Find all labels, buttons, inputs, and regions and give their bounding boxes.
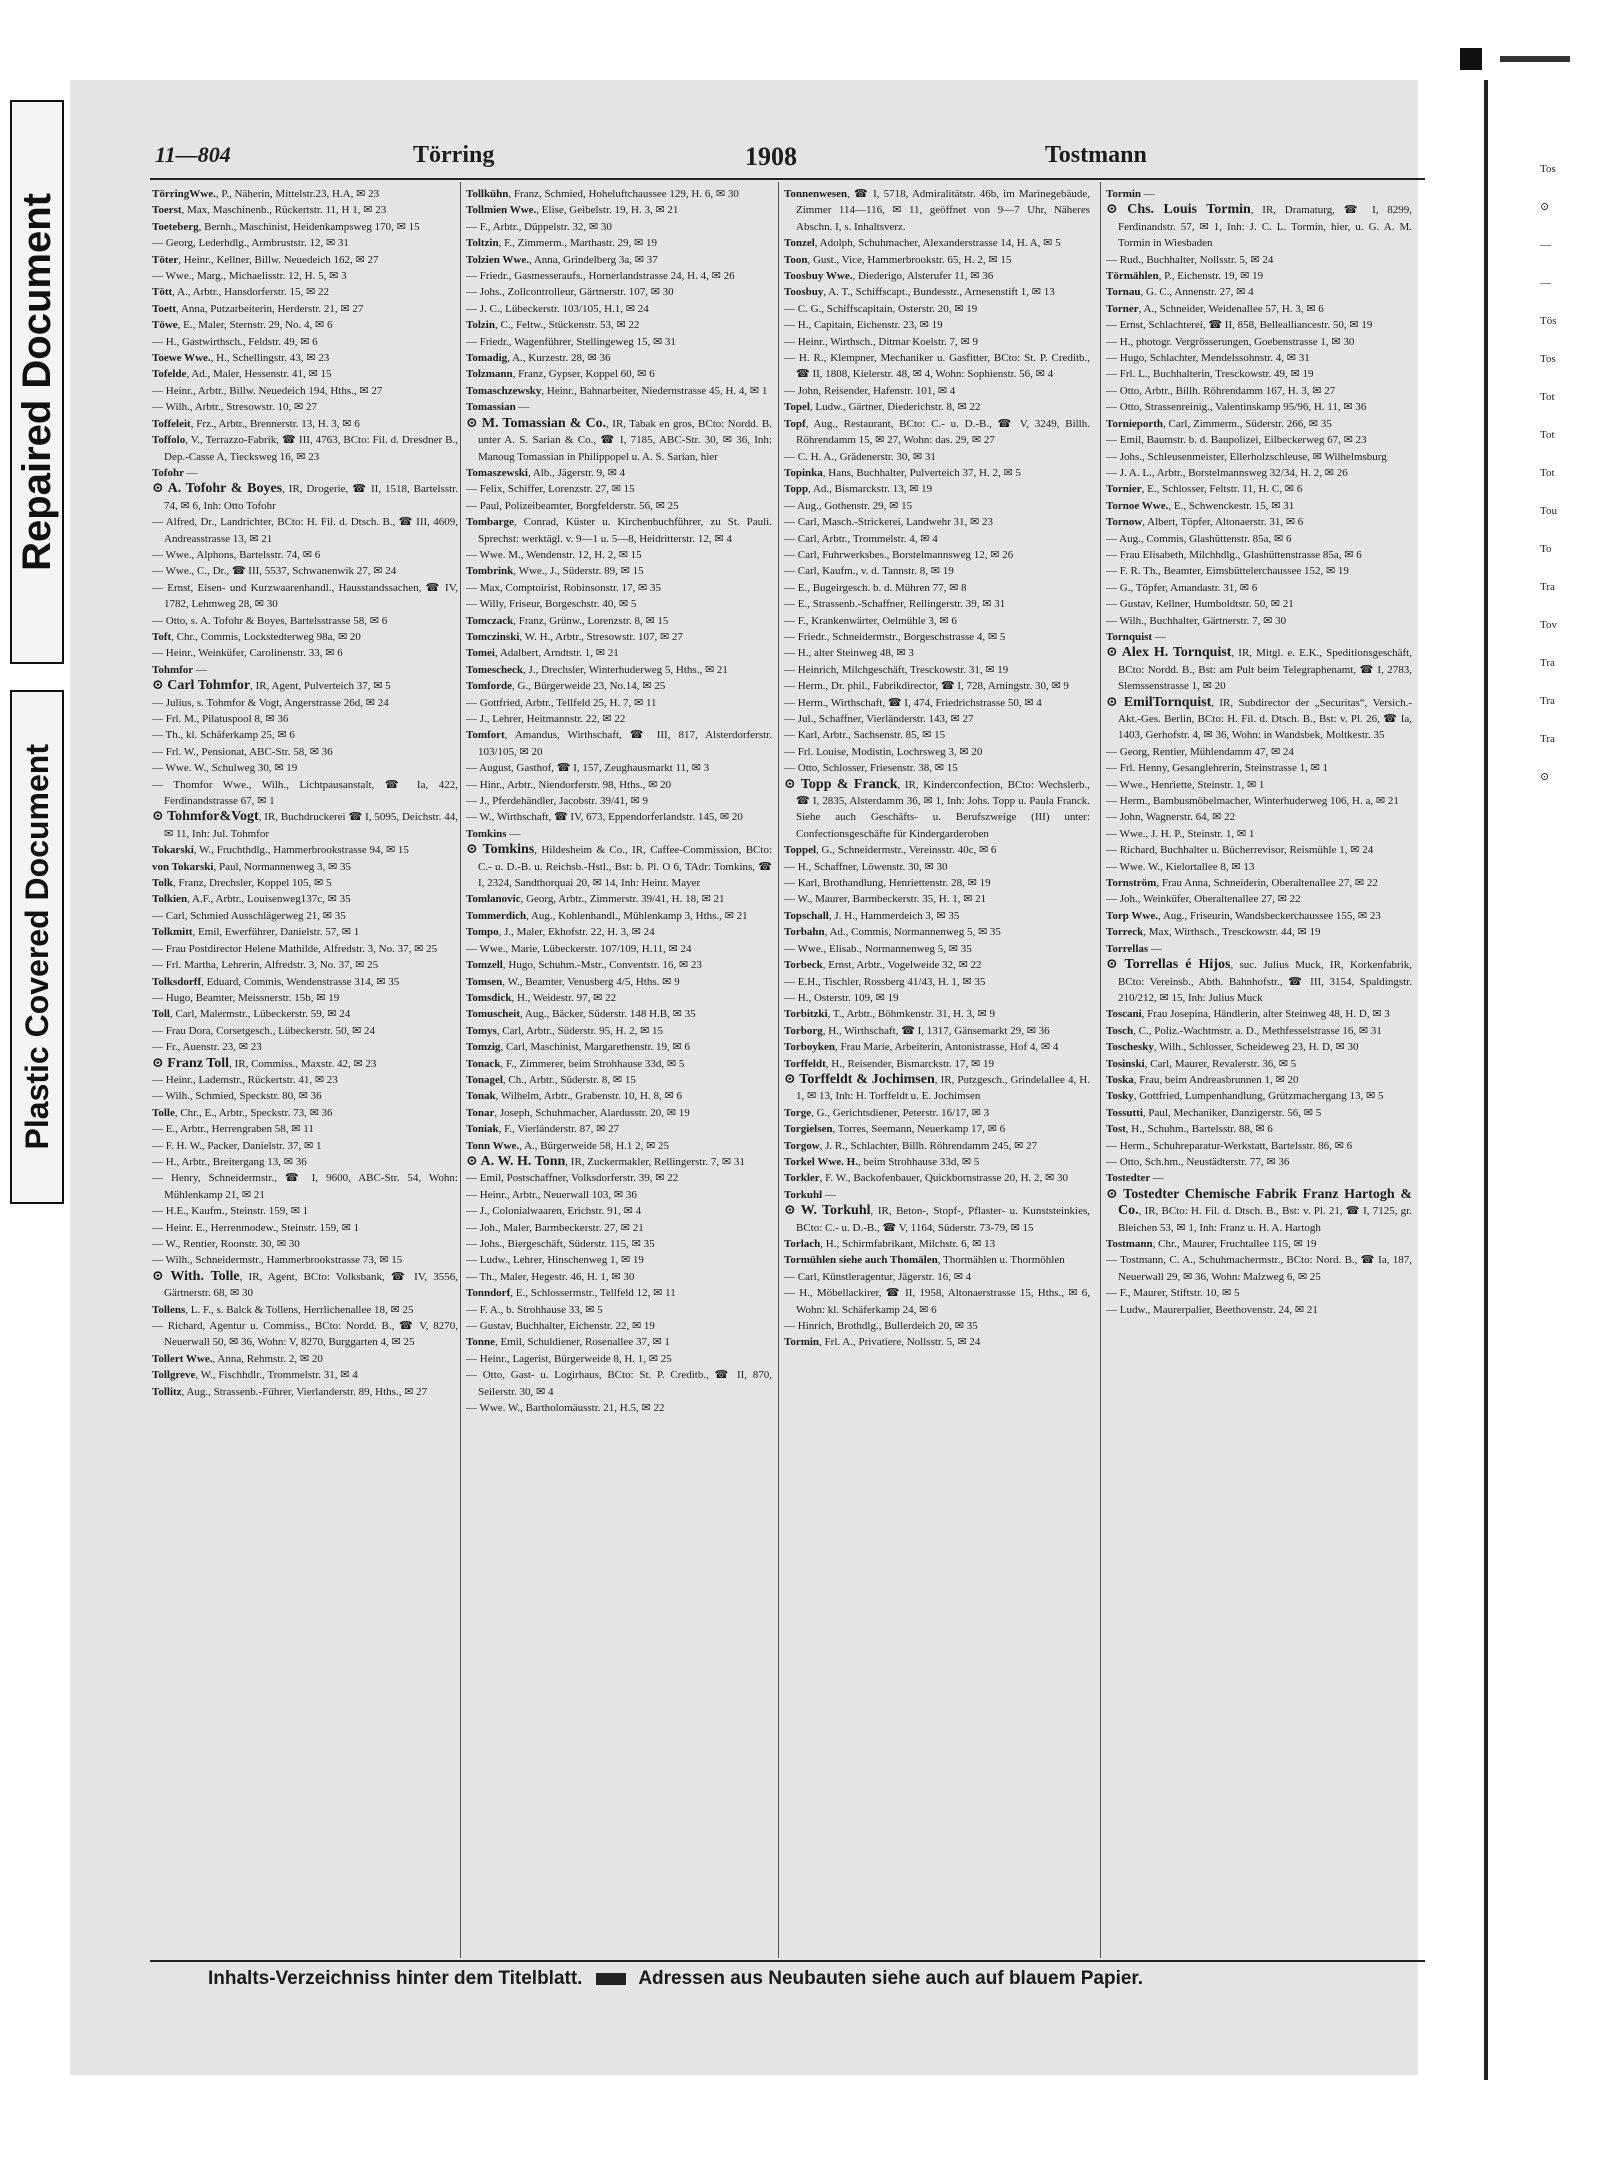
directory-entry: Tompo, J., Maler, Ekhofstr. 22, H. 3, ✉ 24: [466, 926, 655, 939]
directory-entry: — Georg, Lederhdlg., Armbruststr. 12, ✉ 31: [152, 237, 349, 250]
directory-entry: Tomei, Adalbert, Arndtstr. 1, ✉ 21: [466, 647, 619, 660]
directory-entry: — Aug., Gothenstr. 29, ✉ 15: [784, 499, 913, 512]
directory-entry: — John, Reisender, Hafenstr. 101, ✉ 4: [784, 384, 956, 397]
directory-entry: ⊙ Tohmfor&Vogt, IR, Buchdruckerei ☎ I, 5095, Deichstr. 44, ✉ 11, Inh: Jul. Tohmfor: [152, 809, 458, 840]
directory-entry: — F. A., b. Strohhause 33, ✉ 5: [466, 1303, 603, 1316]
directory-entry: — Otto, Sch.hm., Neustädterstr. 77, ✉ 36: [1106, 1155, 1290, 1168]
directory-entry: ⊙ Tostedter Chemische Fabrik Franz Hartogh & Co., IR, BCto: H. Fil. d. Dtsch. B., Bst: v. Pl. 21, ☎ I, 7125, gr. Bleichen 53, ✉ 1, Inh: Franz u. H. A. Hartogh: [1106, 1186, 1412, 1234]
header-rule: [150, 178, 1425, 180]
next-page-fragment: Tot: [1540, 429, 1555, 441]
directory-entry: — Otto, Gast- u. Logirhaus, BCto: St. P. Creditb., ☎ II, 870, Seilerstr. 30, ✉ 4: [466, 1369, 772, 1398]
directory-entry: Toschesky, Wilh., Schlosser, Scheideweg 23, H. D, ✉ 30: [1106, 1041, 1359, 1054]
directory-entry: Topschall, J. H., Hammerdeich 3, ✉ 35: [784, 909, 960, 922]
directory-entry: ⊙ Topp & Franck, IR, Kinderconfection, BCto: Wechslerb., ☎ I, 2835, Alsterdamm 36, ✉ 1, Inh: Johs. Topp u. Paula Franck. Siehe auch Geschäfts- u. Berufszweige (III) unter: Confectionsgeschäfte für Kindergarderoben: [784, 776, 1090, 840]
directory-entry: Toska, Frau, beim Andreasbrunnen 1, ✉ 20: [1106, 1073, 1299, 1086]
directory-entry: Toll, Carl, Malermstr., Lübeckerstr. 59, ✉ 24: [152, 1008, 351, 1021]
directory-entry: — F. R. Th., Beamter, Eimsbüttelerchaussee 152, ✉ 19: [1106, 565, 1349, 578]
footer-index-note: Inhalts-Verzeichniss hinter dem Titelblatt.: [208, 1968, 583, 1989]
next-page-fragment: —: [1540, 277, 1551, 289]
directory-entry: Torner, A., Schneider, Weidenallee 57, H. 3, ✉ 6: [1106, 302, 1324, 315]
directory-entry: Tonne, Emil, Schuldiener, Rosenallee 37, ✉ 1: [466, 1336, 670, 1349]
directory-entry: — Max, Comptoirist, Robinsonstr. 17, ✉ 35: [466, 581, 662, 594]
directory-entry: Tollmien Wwe., Elise, Geibelstr. 19, H. 3, ✉ 21: [466, 204, 679, 217]
directory-entry: — Wwe., J. H. P., Steinstr. 1, ✉ 1: [1106, 827, 1255, 840]
directory-entry: — Otto, s. A. Tofohr & Boyes, Bartelsstrasse 58, ✉ 6: [152, 614, 388, 627]
directory-entry: — F., Arbtr., Düppelstr. 32, ✉ 30: [466, 220, 612, 233]
directory-entry: ⊙ Alex H. Tornquist, IR, Mitgl. e. E.K., Speditionsgeschäft, BCto: Nordd. B., Bst: am Pult beim Telegraphenamt, ☎ I, 2783, Slemssenstrasse 1, ✉ 20: [1106, 645, 1412, 693]
directory-entry: Tollert Wwe., Anna, Rehmstr. 2, ✉ 20: [152, 1352, 323, 1365]
directory-entry: — Heinr., Arbtr., Billw. Neuedeich 194, Hths., ✉ 27: [152, 384, 383, 397]
directory-entry: — Jul., Schaffner, Vierländerstr. 143, ✉ 27: [784, 713, 974, 725]
directory-entry: — Otto, Schlosser, Friesenstr. 38, ✉ 15: [784, 762, 958, 775]
directory-entry: — Emil, Postschaffner, Volksdorferstr. 39, ✉ 22: [466, 1172, 679, 1185]
directory-entry: — Joh., Maler, Barmbeckerstr. 27, ✉ 21: [466, 1221, 644, 1234]
directory-entry: — J., Pferdehändler, Jacobstr. 39/41, ✉ 9: [466, 795, 648, 808]
directory-entry: Toscani, Frau Josepina, Händlerin, alter Steinweg 48, H. D, ✉ 3: [1106, 1008, 1390, 1021]
directory-entry: — E., Arbtr., Herrengraben 58, ✉ 11: [152, 1123, 314, 1136]
directory-entry: Tomaschzewsky, Heinr., Bahnarbeiter, Niedernstrasse 45, H. 4, ✉ 1: [466, 384, 768, 397]
next-page-fragment: Tra: [1540, 695, 1555, 707]
directory-entry: — E., Strassenb.-Schaffner, Rellingerstr. 39, ✉ 31: [784, 598, 1006, 611]
directory-entry: ⊙ With. Tolle, IR, Agent, BCto: Volksbank, ☎ IV, 3556, Gärtnerstr. 68, ✉ 30: [152, 1268, 458, 1300]
directory-entry: Tombrink, Wwe., J., Süderstr. 89, ✉ 15: [466, 565, 644, 578]
column-divider: [778, 182, 779, 1958]
directory-entry: — H., Arbtr., Breitergang 13, ✉ 36: [152, 1155, 307, 1168]
directory-entry: — Wwe., Henriette, Steinstr. 1, ✉ 1: [1106, 778, 1265, 791]
directory-entry: — Heinr., Wirthsch., Ditmar Koelstr. 7, ✉ 9: [784, 335, 979, 348]
directory-entry: — Richard, Agentur u. Commiss., BCto: Nordd. B., ☎ V, 8270, Neuerwall 50, ✉ 36, Wohn: V, 8270, Burggarten 4, ✉ 25: [152, 1320, 458, 1349]
directory-entry: Torborg, H., Wirthschaft, ☎ I, 1317, Gänsemarkt 29, ✉ 36: [784, 1024, 1050, 1037]
directory-entry: — Karl, Arbtr., Sachsenstr. 85, ✉ 15: [784, 729, 946, 742]
directory-entry: Tomkins —: [466, 827, 521, 840]
directory-entry: — Joh., Weinküfer, Oberaltenallee 27, ✉ 22: [1106, 893, 1301, 906]
directory-entry: — Otto, Strassenreinig., Valentinskamp 95/96, H. 11, ✉ 36: [1106, 401, 1367, 414]
directory-entry: — Carl, Künstleragentur, Jägerstr. 16, ✉ 4: [784, 1270, 972, 1283]
directory-entry: — Wilh., Schneidermstr., Hammerbrookstrasse 73, ✉ 15: [152, 1254, 403, 1267]
directory-entry: — H., Capitain, Eichenstr. 23, ✉ 19: [784, 319, 943, 332]
directory-entry: Tollgreve, W., Fischhdlr., Trommelstr. 31, ✉ 4: [152, 1369, 358, 1382]
directory-entry: Tomlanovic, Georg, Arbtr., Zimmerstr. 39/41, H. 18, ✉ 21: [466, 893, 725, 906]
directory-entry: Tomuscheit, Aug., Bäcker, Süderstr. 148 H.B, ✉ 35: [466, 1008, 696, 1021]
directory-entry: — Carl, Fuhrwerksbes., Borstelmannsweg 12, ✉ 26: [784, 548, 1014, 561]
directory-entry: — Johs., Biergeschäft, Süderstr. 115, ✉ 35: [466, 1238, 655, 1250]
directory-entry: ⊙ Franz Toll, IR, Commiss., Maxstr. 42, ✉ 23: [152, 1055, 377, 1071]
footer-address-note: Adressen aus Neubauten siehe auch auf blauem Papier.: [638, 1968, 1144, 1989]
directory-entry: Tornström, Frau Anna, Schneiderin, Oberaltenallee 27, ✉ 22: [1106, 877, 1378, 890]
directory-column-2: [466, 186, 772, 1956]
directory-entry: Tosch, C., Poliz.-Wachtmstr. a. D., Methfesselstrasse 16, ✉ 31: [1106, 1024, 1382, 1037]
directory-entry: Tofohr —: [152, 466, 198, 479]
header-last-name: Tostmann: [1045, 142, 1147, 168]
directory-entry: — J., Lehrer, Heitmannstr. 22, ✉ 22: [466, 713, 626, 725]
directory-entry: — E., Bugeirgesch. b. d. Mühren 77, ✉ 8: [784, 581, 967, 594]
directory-entry: Töwe, E., Maler, Sternstr. 29, No. 4, ✉ 6: [152, 319, 333, 332]
next-page-fragment: ⊙: [1540, 201, 1550, 213]
directory-entry: — Richard, Buchhalter u. Bücherrevisor, Reismühle 1, ✉ 24: [1106, 844, 1374, 857]
scan-marker-bar: [1500, 56, 1570, 62]
directory-entry: ⊙ A. Tofohr & Boyes, IR, Drogerie, ☎ II, 1518, Bartelsstr. 74, ✉ 6, Inh: Otto Tofohr: [152, 481, 458, 512]
directory-entry: — Frl. W., Pensionat, ABC-Str. 58, ✉ 36: [152, 745, 333, 758]
directory-entry: Torbahn, Ad., Commis, Normannenweg 5, ✉ 35: [784, 926, 1001, 939]
directory-entry: — Gottfried, Arbtr., Tellfeld 25, H. 7, ✉ 11: [466, 696, 657, 709]
directory-entry: Tombarge, Conrad, Küster u. Kirchenbuchführer, zu St. Pauli. Sprechst: werktägl. v. 9—1 u. 5—8, Heidritterstr. 12, ✉ 4: [466, 516, 772, 545]
directory-entry: Tolle, Chr., E., Arbtr., Speckstr. 73, ✉ 36: [152, 1106, 333, 1119]
directory-entry: Tomczinski, W. H., Arbtr., Stresowstr. 107, ✉ 27: [466, 630, 683, 643]
directory-entry: von Tokarski, Paul, Normannenweg 3, ✉ 35: [152, 860, 351, 873]
next-page-fragment: Tos: [1540, 163, 1556, 175]
directory-entry: Töter, Heinr., Kellner, Billw. Neuedeich 162, ✉ 27: [152, 253, 379, 266]
directory-entry: — Herm., Dr. phil., Fabrikdirector, ☎ I, 728, Arningstr. 30, ✉ 9: [784, 680, 1069, 693]
directory-entry: Toosbuy Wwe., Diederigo, Alsterufer 11, ✉ 36: [784, 270, 994, 283]
directory-entry: ⊙ A. W. H. Tonn, IR, Zuckermakler, Rellingerstr. 7, ✉ 31: [466, 1153, 745, 1169]
directory-entry: — E.H., Tischler, Rossberg 41/43, H. 1, ✉ 35: [784, 975, 986, 988]
directory-entry: Torkuhl —: [784, 1188, 836, 1201]
directory-entry: — Friedr., Gasmesseraufs., Hornerlandstrasse 24, H. 4, ✉ 26: [466, 270, 735, 283]
directory-entry: — J. A. L., Arbtr., Borstelmannsweg 32/34, H. 2, ✉ 26: [1106, 466, 1348, 479]
directory-entry: Tomfort, Amandus, Wirthschaft, ☎ III, 817, Alsterdorferstr. 103/105, ✉ 20: [466, 729, 772, 758]
directory-entry: — Ludw., Lehrer, Hinschenweg 1, ✉ 19: [466, 1254, 644, 1267]
directory-entry: — H., alter Steinweg 48, ✉ 3: [784, 647, 914, 660]
directory-entry: — Hinr., Arbtr., Niendorferstr. 98, Hths., ✉ 20: [466, 778, 672, 791]
directory-entry: — Hugo, Beamter, Meissnerstr. 15b, ✉ 19: [152, 991, 340, 1004]
directory-entry: — H., Möbellackirer, ☎ II, 1958, Altonaerstrasse 15, Hths., ✉ 6, Wohn: kl. Schäferkamp 24, ✉ 6: [784, 1287, 1090, 1316]
directory-entry: — Tostmann, C. A., Schuhmachermstr., BCto: Nord. B., ☎ Ia, 187, Neuerwall 29, ✉ 36, Wohn: Malzweg 6, ✉ 25: [1106, 1254, 1412, 1283]
directory-entry: — Johs., Zollcontrolleur, Gärtnerstr. 107, ✉ 30: [466, 286, 674, 299]
next-page-fragment: To: [1540, 543, 1552, 555]
directory-entry: Tormin, Frl. A., Privatiere, Nollsstr. 5, ✉ 24: [784, 1336, 981, 1349]
directory-entry: — Ludw., Maurerpalier, Beethovenstr. 24, ✉ 21: [1106, 1303, 1318, 1316]
directory-entry: — Frau Dora, Corsetgesch., Lübeckerstr. 50, ✉ 24: [152, 1024, 376, 1037]
directory-entry: Tolk, Franz, Drechsler, Koppel 105, ✉ 5: [152, 877, 332, 890]
directory-entry: Tomsdick, H., Weidestr. 97, ✉ 22: [466, 991, 617, 1004]
footer-rule: [150, 1960, 1425, 1962]
directory-entry: ⊙ Tomkins, Hildesheim & Co., IR, Caffee-Commission, BCto: C.- u. D.-B. u. Reichsb.-Hstl., Bst: b. Pl. O 6, TAdr: Tomkins, ☎ I, 2324, Sandthorquai 20, ✉ 14, Inh: Heinr. Mayer: [466, 842, 772, 890]
directory-entry: — Wwe., Marie, Lübeckerstr. 107/109, H.11, ✉ 24: [466, 942, 692, 955]
directory-entry: — Carl, Schmied Ausschlägerweg 21, ✉ 35: [152, 909, 346, 922]
directory-entry: Törmählen, P., Eichenstr. 19, ✉ 19: [1106, 270, 1264, 283]
plastic-covered-document-text: Plastic Covered Document: [18, 744, 55, 1150]
directory-entry: Tofelde, Ad., Maler, Hessenstr. 41, ✉ 15: [152, 368, 332, 381]
directory-entry: Torrellas —: [1106, 942, 1162, 955]
directory-entry: — Frl. M., Pilatuspool 8, ✉ 36: [152, 713, 289, 725]
directory-entry: — Friedr., Wagenführer, Stellingeweg 15, ✉ 31: [466, 335, 676, 348]
directory-entry: Toon, Gust., Vice, Hammerbrookstr. 65, H. 2, ✉ 15: [784, 253, 1012, 266]
directory-entry: Tomforde, G., Bürgerweide 23, No.14, ✉ 25: [466, 680, 666, 693]
directory-entry: Tolzmann, Franz, Gypser, Koppel 60, ✉ 6: [466, 368, 655, 381]
next-page-fragment: Tra: [1540, 581, 1555, 593]
next-page-fragment: Tov: [1540, 619, 1557, 631]
directory-entry: Tommerdich, Aug., Kohlenhandl., Mühlenkamp 3, Hths., ✉ 21: [466, 909, 748, 922]
directory-entry: Topinka, Hans, Buchhalter, Pulverteich 37, H. 2, ✉ 5: [784, 466, 1021, 479]
directory-entry: — Frl. L., Buchhalterin, Tresckowstr. 49, ✉ 19: [1106, 368, 1314, 381]
directory-entry: Tolkmitt, Emil, Ewerführer, Danielstr. 57, ✉ 1: [152, 926, 360, 939]
directory-entry: Torffeldt, H., Reisender, Bismarckstr. 17, ✉ 19: [784, 1057, 995, 1070]
directory-entry: Torboyken, Frau Marie, Arbeiterin, Antonistrasse, Hof 4, ✉ 4: [784, 1041, 1059, 1054]
directory-entry: — Wilh., Schmied, Speckstr. 80, ✉ 36: [152, 1090, 322, 1103]
directory-entry: — Carl, Masch.-Strickerei, Landwehr 31, ✉ 23: [784, 516, 993, 529]
directory-entry: — Emil, Baumstr. b. d. Baupolizei, Eilbeckerweg 67, ✉ 23: [1106, 434, 1367, 447]
directory-entry: Tornquist —: [1106, 630, 1166, 643]
directory-entry: — Heinr. E., Herrenmodew., Steinstr. 159, ✉ 1: [152, 1221, 360, 1234]
next-page-fragment: Tot: [1540, 391, 1555, 403]
directory-entry: — Rud., Buchhalter, Nollsstr. 5, ✉ 24: [1106, 253, 1274, 266]
directory-entry: ⊙ Torffeldt & Jochimsen, IR, Putzgesch., Grindelallee 4, H. 1, ✉ 13, Inh: H. Torffeldt u. E. Jochimsen: [784, 1071, 1090, 1103]
directory-entry: — Th., kl. Schäferkamp 25, ✉ 6: [152, 729, 295, 742]
directory-entry: — Wilh., Arbtr., Stresowstr. 10, ✉ 27: [152, 401, 318, 414]
next-page-fragment: Tra: [1540, 733, 1555, 745]
directory-entry: Tonak, Wilhelm, Arbtr., Grabenstr. 10, H. 8, ✉ 6: [466, 1090, 682, 1103]
directory-entry: Toltzin, F., Zimmerm., Marthastr. 29, ✉ 19: [466, 237, 657, 250]
directory-entry: Topel, Ludw., Gärtner, Diederichstr. 8, ✉ 22: [784, 401, 981, 414]
directory-entry: — Wwe. W., Kielortallee 8, ✉ 13: [1106, 860, 1255, 873]
next-page-fragment: Tot: [1540, 467, 1555, 479]
directory-entry: — Frau Postdirector Helene Mathilde, Alfredstr. 3, No. 37, ✉ 25: [152, 942, 438, 955]
directory-entry: — W., Rentier, Roonstr. 30, ✉ 30: [152, 1238, 300, 1250]
directory-entry: — Thomfor Wwe., Wilh., Lichtpausanstalt, ☎ Ia, 422, Ferdinandstrasse 67, ✉ 1: [152, 778, 458, 808]
directory-entry: Torbeck, Ernst, Arbtr., Vogelweide 32, ✉ 22: [784, 959, 982, 972]
directory-entry: Tolzin, C., Feltw., Stückenstr. 53, ✉ 22: [466, 319, 640, 332]
directory-entry: Tornow, Albert, Töpfer, Altonaerstr. 31, ✉ 6: [1106, 516, 1304, 529]
directory-entry: — Alfred, Dr., Landrichter, BCto: H. Fil. d. Dtsch. B., ☎ III, 4609, Andreasstrasse 13, ✉ 21: [152, 516, 458, 545]
next-page-fragment: Tös: [1540, 315, 1557, 327]
directory-entry: Toewe Wwe., H., Schellingstr. 43, ✉ 23: [152, 352, 330, 365]
directory-entry: Torkel Wwe. H., beim Strohhause 33d, ✉ 5: [784, 1155, 980, 1168]
directory-entry: ⊙ Carl Tohmfor, IR, Agent, Pulverteich 37, ✉ 5: [152, 678, 391, 694]
directory-entry: ⊙ Torrellas é Hijos, suc. Julius Muck, IR, Korkenfabrik, BCto: Vereinsb., Abth. Bahnhofstr., ☎ III, 3154, Spaldingstr. 210/212, ✉ 15, Inh: Julius Muck: [1106, 957, 1412, 1004]
directory-entry: — Wwe., Marg., Michaelisstr. 12, H. 5, ✉ 3: [152, 270, 347, 283]
directory-entry: Tonndorf, E., Schlossermstr., Tellfeld 12, ✉ 11: [466, 1287, 676, 1300]
directory-entry: Tonnenwesen, ☎ I, 5718, Admiralitätstr. 46b, im Marinegebäude, Zimmer 114—116, ✉ 11, geöffnet von 9—7 Uhr, Näheres Abschn. I, s. Inhaltsverz.: [784, 188, 1090, 233]
directory-entry: Tosinski, Carl, Maurer, Revalerstr. 36, ✉ 5: [1106, 1057, 1297, 1070]
plastic-covered-document-label: [10, 690, 64, 1204]
directory-entry: — Heinr., Weinküfer, Carolinenstr. 33, ✉ 6: [152, 647, 343, 660]
directory-entry: Tornieporth, Carl, Zimmerm., Süderstr. 266, ✉ 35: [1106, 417, 1332, 430]
directory-entry: — Karl, Brothandlung, Henriettenstr. 28, ✉ 19: [784, 877, 991, 890]
directory-entry: Torge, G., Gerichtsdiener, Peterstr. 16/17, ✉ 3: [784, 1106, 990, 1119]
directory-entry: — Wwe., Elisab., Normannenweg 5, ✉ 35: [784, 942, 972, 955]
directory-entry: Tonack, F., Zimmerer, beim Strohhause 33d, ✉ 5: [466, 1057, 685, 1070]
directory-entry: ⊙ Chs. Louis Tormin, IR, Dramaturg, ☎ I, 8299, Ferdinandstr. 57, ✉ 1, Inh: J. C. L. Tormin, hier, u. G. A. M. Tormin in Wiesbaden: [1106, 202, 1412, 250]
directory-entry: Torlach, H., Schirmfabrikant, Milchstr. 6, ✉ 13: [784, 1238, 996, 1250]
page-footer: [208, 1968, 1428, 1990]
directory-entry: Toppel, G., Schneidermstr., Vereinsstr. 40c, ✉ 6: [784, 844, 997, 857]
directory-entry: Tost, H., Schuhm., Bartelsstr. 88, ✉ 6: [1106, 1123, 1273, 1136]
header-first-name: Törring: [413, 142, 495, 168]
directory-entry: — Herm., Schuhreparatur-Werkstatt, Bartelsstr. 86, ✉ 6: [1106, 1139, 1353, 1152]
directory-entry: — Wwe. W., Schulweg 30, ✉ 19: [152, 762, 298, 775]
directory-entry: — H., Osterstr. 109, ✉ 19: [784, 991, 899, 1004]
directory-entry: — Georg, Rentier, Mühlendamm 47, ✉ 24: [1106, 745, 1294, 758]
directory-entry: — W., Wirthschaft, ☎ IV, 673, Eppendorferlandstr. 145, ✉ 20: [466, 811, 743, 824]
directory-entry: — F. H. W., Packer, Danielstr. 37, ✉ 1: [152, 1139, 322, 1152]
directory-entry: Tollkühn, Franz, Schmied, Hoheluftchaussee 129, H. 6, ✉ 30: [466, 188, 739, 200]
directory-entry: — Fr., Auenstr. 23, ✉ 23: [152, 1041, 262, 1054]
directory-entry: Tolkien, A.F., Arbtr., Louisenweg137c, ✉ 35: [152, 893, 351, 906]
directory-entry: — H. R., Klempner, Mechaniker u. Gasfitter, BCto: St. P. Creditb., ☎ II, 1808, Kielerstr. 48, ✉ 4, Wohn: Sophienstr. 56, ✉ 4: [784, 352, 1090, 381]
directory-entry: Toeteberg, Bernh., Maschinist, Heidenkampsweg 170, ✉ 15: [152, 220, 420, 233]
directory-entry: — F., Krankenwärter, Oelmühle 3, ✉ 6: [784, 614, 957, 627]
directory-entry: — Heinr., Arbtr., Neuerwall 103, ✉ 36: [466, 1188, 637, 1201]
directory-entry: — F., Maurer, Stiftstr. 10, ✉ 5: [1106, 1287, 1240, 1300]
directory-entry: Tormühlen siehe auch Thomälen, Thormählen u. Thormöhlen: [784, 1254, 1065, 1267]
directory-entry: — H., Gastwirthsch., Feldstr. 49, ✉ 6: [152, 335, 318, 348]
directory-entry: — Paul, Polizeibeamter, Borgfelderstr. 56, ✉ 25: [466, 499, 679, 512]
directory-column-4: [1106, 186, 1412, 1956]
directory-entry: Torp Wwe., Aug., Friseurin, Wandsbeckerchaussee 155, ✉ 23: [1106, 909, 1381, 922]
next-page-fragment: Tra: [1540, 657, 1555, 669]
directory-entry: — C. G., Schiffscapitain, Osterstr. 20, ✉ 19: [784, 302, 978, 315]
repaired-document-label: [10, 100, 64, 664]
next-page-fragment: Tou: [1540, 505, 1557, 517]
directory-entry: — Henry, Schneidermstr., ☎ I, 9600, ABC-Str. 54, Wohn: Mühlenkamp 21, ✉ 21: [152, 1172, 458, 1201]
directory-entry: — Hinrich, Brothdlg., Bullerdeich 20, ✉ 35: [784, 1320, 978, 1333]
directory-entry: — J., Colonialwaaren, Erichstr. 91, ✉ 4: [466, 1205, 642, 1218]
directory-entry: — Wwe., Alphons, Bartelsstr. 74, ✉ 6: [152, 548, 321, 561]
directory-entry: — Herm., Wirthschaft, ☎ I, 474, Friedrichstrasse 50, ✉ 4: [784, 696, 1042, 709]
directory-entry: — Ernst, Schlachterei, ☎ II, 858, Bellealliancestr. 50, ✉ 19: [1106, 319, 1373, 332]
directory-entry: Tornier, E., Schlosser, Feltstr. 11, H. C, ✉ 6: [1106, 483, 1303, 496]
page-header: [155, 142, 1425, 182]
directory-entry: Torkler, F. W., Backofenbauer, Quickbornstrasse 20, H. 2, ✉ 30: [784, 1172, 1068, 1185]
directory-entry: — Frau Elisabeth, Milchhdlg., Glashüttenstrasse 85a, ✉ 6: [1106, 548, 1362, 561]
directory-entry: — Wilh., Buchhalter, Gärtnerstr. 7, ✉ 30: [1106, 614, 1287, 627]
directory-entry: Tomadig, A., Kurzestr. 28, ✉ 36: [466, 352, 611, 365]
directory-entry: — August, Gasthof, ☎ I, 157, Zeughausmarkt 11, ✉ 3: [466, 762, 710, 775]
directory-entry: Tomzig, Carl, Maschinist, Margarethenstr. 19, ✉ 6: [466, 1041, 691, 1054]
directory-entry: Tollitz, Aug., Strassenb.-Führer, Vierlanderstr. 89, Hths., ✉ 27: [152, 1385, 428, 1398]
directory-entry: — Gustav, Kellner, Humboldtstr. 50, ✉ 21: [1106, 598, 1294, 611]
directory-entry: — Th., Maler, Hegestr. 46, H. 1, ✉ 30: [466, 1270, 635, 1283]
directory-entry: — Frl. Martha, Lehrerin, Alfredstr. 3, No. 37, ✉ 25: [152, 959, 379, 972]
directory-entry: Tostedter —: [1106, 1172, 1164, 1185]
directory-entry: — Carl, Arbtr., Trommelstr. 4, ✉ 4: [784, 532, 938, 545]
directory-entry: Tött, A., Arbtr., Hansdorferstr. 15, ✉ 22: [152, 286, 329, 299]
directory-entry: Tomzell, Hugo, Schuhm.-Mstr., Conventstr. 16, ✉ 23: [466, 959, 702, 972]
directory-entry: — Gustav, Buchhalter, Eichenstr. 22, ✉ 19: [466, 1320, 655, 1333]
directory-entry: Tosky, Gottfried, Lumpenhandlung, Grützmachergang 13, ✉ 5: [1106, 1090, 1384, 1103]
directory-entry: — G., Töpfer, Amandastr. 31, ✉ 6: [1106, 581, 1258, 594]
directory-entry: Tomczack, Franz, Grünw., Lorenzstr. 8, ✉ 15: [466, 614, 669, 627]
directory-entry: — Felix, Schiffer, Lorenzstr. 27, ✉ 15: [466, 483, 635, 496]
directory-entry: — Willy, Friseur, Borgeschstr. 40, ✉ 5: [466, 598, 637, 611]
directory-entry: Tollens, L. F., s. Balck & Tollens, Herrlichenallee 18, ✉ 25: [152, 1303, 414, 1316]
directory-entry: Torgow, J. R., Schlachter, Billh. Röhrendamm 245, ✉ 27: [784, 1139, 1038, 1152]
directory-entry: — John, Wagnerstr. 64, ✉ 22: [1106, 811, 1236, 824]
directory-entry: — H., photogr. Vergrösserungen, Goebenstrasse 1, ✉ 30: [1106, 335, 1355, 348]
directory-entry: Toerst, Max, Maschinenb., Rückertstr. 11, H 1, ✉ 23: [152, 204, 387, 217]
directory-entry: — Aug., Commis, Glashüttenstr. 85a, ✉ 6: [1106, 532, 1292, 545]
directory-entry: Torbitzki, T., Arbtr., Böhmkenstr. 31, H. 3, ✉ 9: [784, 1008, 996, 1021]
directory-entry: Tossutti, Paul, Mechaniker, Danzigerstr. 56, ✉ 5: [1106, 1106, 1322, 1119]
directory-entry: — Frl. Henny, Gesanglehrerin, Steinstrasse 1, ✉ 1: [1106, 762, 1329, 775]
directory-entry: Tomassian —: [466, 401, 530, 414]
directory-entry: Toffolo, V., Terrazzo-Fabrik, ☎ III, 4763, BCto: Fil. d. Dresdner B., Dep.-Casse A, Tiecksweg 16, ✉ 23: [152, 434, 458, 463]
page-edge-rule: [1484, 80, 1488, 2080]
directory-entry: Tolzien Wwe., Anna, Grindelberg 3a, ✉ 37: [466, 253, 658, 266]
directory-entry: Tornau, G. C., Annenstr. 27, ✉ 4: [1106, 286, 1254, 299]
directory-entry: — Frl. Louise, Modistin, Lochrsweg 3, ✉ 20: [784, 745, 983, 758]
directory-entry: — Wwe. M., Wendenstr. 12, H. 2, ✉ 15: [466, 548, 642, 561]
directory-entry: — Friedr., Schneidermstr., Borgeschstrasse 4, ✉ 5: [784, 630, 1006, 643]
directory-entry: — J. C., Lübeckerstr. 103/105, H.1, ✉ 24: [466, 302, 649, 315]
directory-entry: Topf, Aug., Restaurant, BCto: C.- u. D.-B., ☎ V, 3249, Billh. Röhrendamm 15, ✉ 27, Wohn: das. 29, ✉ 27: [784, 417, 1090, 447]
directory-entry: Tokarski, W., Fruchthdlg., Hammerbrookstrasse 94, ✉ 15: [152, 844, 409, 857]
scan-marker: [1460, 48, 1482, 70]
directory-entry: Tonn Wwe., A., Bürgerweide 58, H.1 2, ✉ 25: [466, 1139, 670, 1152]
directory-entry: Torgielsen, Torres, Seemann, Neuerkamp 17, ✉ 6: [784, 1123, 1006, 1136]
directory-entry: ⊙ M. Tomassian & Co., IR, Tabak en gros, BCto: Nordd. B. unter A. S. Sarian & Co., ☎ I, 7185, ABC-Str. 30, ✉ 36, Inh: Manoug Tomassian in Philippopel u. A. S. Sarian, hier: [466, 415, 772, 463]
directory-entry: Toosbuy, A. T., Schiffscapt., Bundesstr., Arnesenstift 1, ✉ 13: [784, 286, 1055, 299]
next-page-fragment: Tos: [1540, 353, 1556, 365]
directory-entry: Toett, Anna, Putzarbeiterin, Herderstr. 21, ✉ 27: [152, 302, 364, 315]
directory-entry: — Heinrich, Milchgeschäft, Tresckowstr. 31, ✉ 19: [784, 663, 1009, 676]
directory-entry: — Ernst, Eisen- und Kurzwaarenhandl., Hausstandssachen, ☎ IV, 1782, Lehmweg 28, ✉ 30: [152, 581, 458, 611]
directory-column-3: [784, 186, 1090, 1956]
directory-entry: Tornoe Wwe., E., Schwenckestr. 15, ✉ 31: [1106, 499, 1295, 512]
directory-entry: — Herm., Bambusmöbelmacher, Winterhuderweg 106, H. a, ✉ 21: [1106, 795, 1399, 808]
directory-entry: — H., Schaffner, Löwenstr. 30, ✉ 30: [784, 860, 948, 873]
directory-entry: — Wwe., C., Dr., ☎ III, 5537, Schwanenwik 27, ✉ 24: [152, 565, 397, 578]
directory-entry: Toft, Chr., Commis, Lockstedterweg 98a, ✉ 20: [152, 630, 361, 643]
next-page-fragment: ⊙: [1540, 771, 1550, 783]
directory-entry: Topp, Ad., Bismarckstr. 13, ✉ 19: [784, 483, 933, 496]
directory-entry: — Heinr., Lademstr., Rückertstr. 41, ✉ 23: [152, 1073, 338, 1086]
directory-entry: Tonagel, Ch., Arbtr., Süderstr. 8, ✉ 15: [466, 1073, 636, 1086]
directory-entry: — Wwe. W., Bartholomäusstr. 21, H.5, ✉ 22: [466, 1402, 665, 1415]
directory-entry: Tostmann, Chr., Maurer, Fruchtallee 115, ✉ 19: [1106, 1238, 1317, 1250]
next-page-fragment: —: [1540, 239, 1551, 251]
directory-entry: TörringWwe., P., Näherin, Mittelstr.23, H.A, ✉ 23: [152, 188, 380, 200]
directory-entry: Tormin —: [1106, 188, 1155, 200]
directory-entry: Tonar, Joseph, Schuhmacher, Alardusstr. 20, ✉ 19: [466, 1106, 690, 1119]
directory-entry: Toffeleit, Frz., Arbtr., Brennerstr. 13, H. 3, ✉ 6: [152, 417, 360, 430]
directory-entry: — Otto, Arbtr., Billh. Röhrendamm 167, H. 3, ✉ 27: [1106, 384, 1336, 397]
next-page-strip: [1540, 150, 1600, 1700]
directory-entry: — Julius, s. Tohmfor & Vogt, Angerstrasse 26d, ✉ 24: [152, 696, 389, 709]
directory-entry: — Johs., Schleusenmeister, Ellerholzschleuse, ✉ Wilhelmsburg: [1106, 450, 1387, 463]
directory-entry: — W., Maurer, Barmbeckerstr. 35, H. 1, ✉ 21: [784, 893, 987, 906]
pointing-hand-icon: [596, 1973, 626, 1985]
column-divider: [1100, 182, 1101, 1958]
directory-entry: Tonzel, Adolph, Schuhmacher, Alexanderstrasse 14, H. A, ✉ 5: [784, 237, 1061, 250]
directory-entry: Tomys, Carl, Arbtr., Süderstr. 95, H. 2, ✉ 15: [466, 1024, 664, 1037]
directory-entry: — Heinr., Lagerist, Bürgerweide 8, H. 1, ✉ 25: [466, 1352, 672, 1365]
column-divider: [460, 182, 461, 1958]
directory-entry: Toniak, F., Vierländerstr. 87, ✉ 27: [466, 1123, 620, 1136]
directory-entry: — Hugo, Schlachter, Mendelssohnstr. 4, ✉ 31: [1106, 352, 1310, 365]
page-number: 11—804: [155, 142, 231, 167]
directory-entry: Tolksdorff, Eduard, Commis, Wendenstrasse 314, ✉ 35: [152, 975, 400, 988]
directory-entry: Tomaszewski, Alb., Jägerstr. 9, ✉ 4: [466, 466, 626, 479]
repaired-document-text: Repaired Document: [14, 193, 59, 571]
directory-entry: — Carl, Kaufm., v. d. Tannstr. 8, ✉ 19: [784, 565, 954, 578]
directory-column-1: [152, 186, 458, 1956]
directory-entry: ⊙ EmilTornquist, IR, Subdirector der „Securitas“, Versich.-Akt.-Ges. Berlin, BCto: H. Fil. d. Dtsch. B., Bst: v. Pl. 26, ☎ Ia, 1403, Gerhofstr. 4, ✉ 36, Wohn: in Wandsbek, Moltkestr. 35: [1106, 694, 1412, 742]
directory-entry: Torreck, Max, Wirthsch., Tresckowstr. 44, ✉ 19: [1106, 926, 1321, 939]
directory-entry: — H.E., Kaufm., Steinstr. 159, ✉ 1: [152, 1205, 309, 1218]
directory-entry: Tomescheck, J., Drechsler, Winterhuderweg 5, Hths., ✉ 21: [466, 663, 728, 676]
directory-entry: Tomsen, W., Beamter, Venusberg 4/5, Hths. ✉ 9: [466, 975, 680, 988]
header-year: 1908: [745, 142, 797, 171]
directory-entry: Tohmfor —: [152, 663, 207, 676]
directory-entry: ⊙ W. Torkuhl, IR, Beton-, Stopf-, Pflaster- u. Kunststeinkies, BCto: C.- u. D.-B., ☎ V, 1164, Süderstr. 73-79, ✉ 15: [784, 1203, 1090, 1234]
directory-entry: — C. H. A., Grädenerstr. 30, ✉ 31: [784, 450, 936, 463]
